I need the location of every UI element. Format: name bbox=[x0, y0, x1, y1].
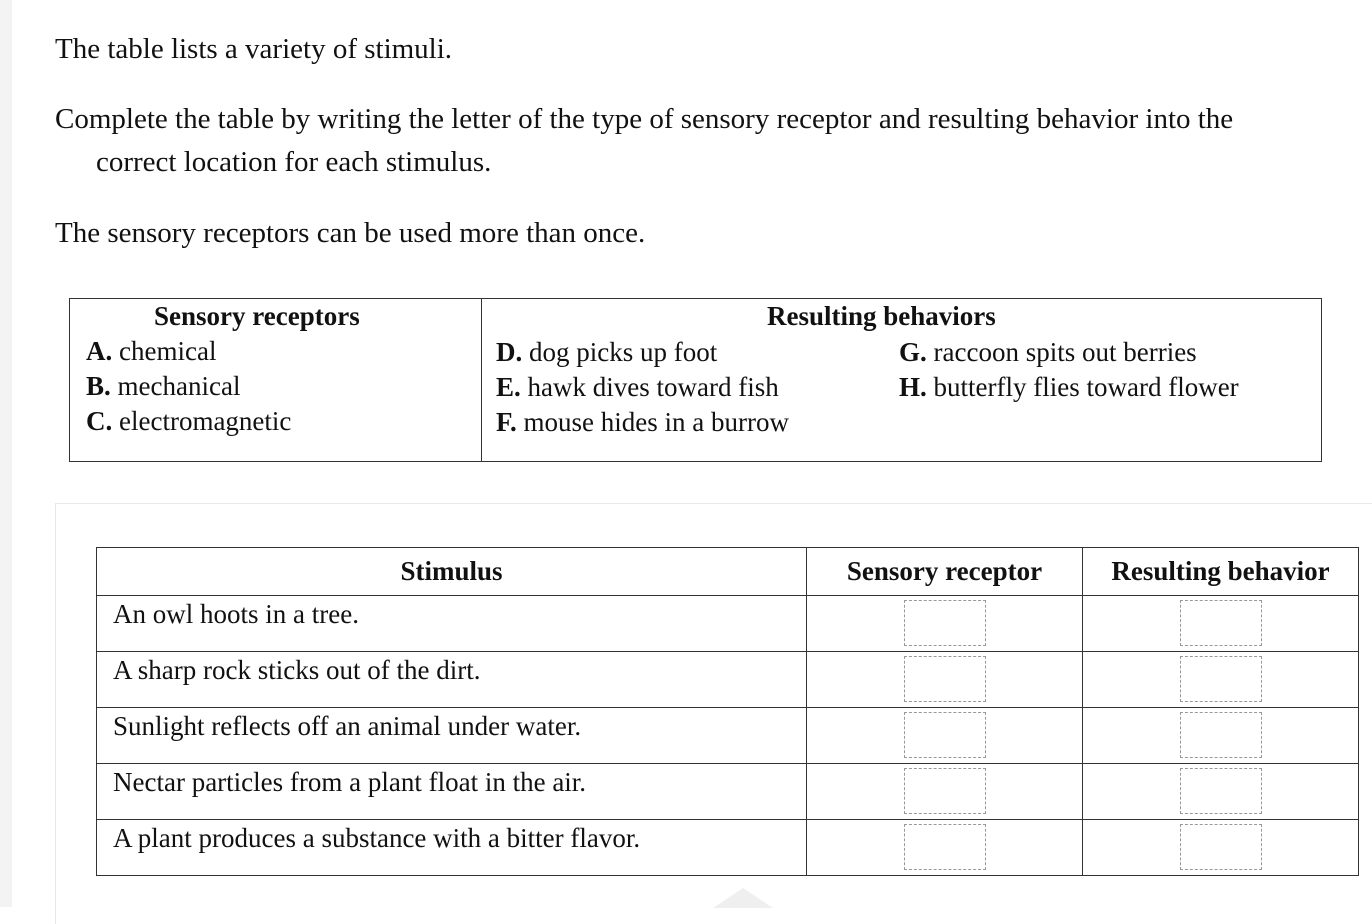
receptor-drop-zone[interactable] bbox=[904, 712, 986, 758]
stimulus-cell: A plant produces a substance with a bitter flavor. bbox=[97, 820, 807, 876]
receptors-header: Sensory receptors bbox=[154, 301, 360, 331]
stimulus-cell: A sharp rock sticks out of the dirt. bbox=[97, 652, 807, 708]
table-row bbox=[97, 596, 1359, 652]
receptor-cell bbox=[807, 820, 1083, 876]
receptor-cell bbox=[807, 652, 1083, 708]
stimulus-cell: Sunlight reflects off an animal under water. bbox=[97, 708, 807, 764]
behavior-option bbox=[899, 337, 1197, 368]
behavior-option bbox=[496, 407, 789, 438]
behavior-text: butterfly flies toward flower bbox=[933, 372, 1239, 402]
receptor-option bbox=[86, 336, 216, 367]
instruction-2-line-b: correct location for each stimulus. bbox=[96, 146, 492, 178]
behavior-text: mouse hides in a burrow bbox=[523, 407, 789, 437]
behavior-option bbox=[496, 372, 779, 403]
receptor-drop-zone[interactable] bbox=[904, 824, 986, 870]
behavior-text: raccoon spits out berries bbox=[933, 337, 1197, 367]
behavior-cell bbox=[1083, 596, 1359, 652]
behavior-option bbox=[496, 337, 717, 368]
table-row bbox=[97, 652, 1359, 708]
table-row bbox=[97, 764, 1359, 820]
instruction-1: The table lists a variety of stimuli. bbox=[55, 33, 453, 65]
behaviors-header: Resulting behaviors bbox=[767, 301, 996, 331]
answer-table-header bbox=[97, 548, 1359, 596]
receptor-drop-zone[interactable] bbox=[904, 656, 986, 702]
receptor-letter: C. bbox=[86, 406, 113, 436]
stimulus-header: Stimulus bbox=[97, 548, 807, 596]
behavior-cell bbox=[1083, 820, 1359, 876]
behavior-drop-zone[interactable] bbox=[1180, 712, 1262, 758]
table-row bbox=[97, 820, 1359, 876]
left-gutter bbox=[0, 0, 12, 907]
behavior-drop-zone[interactable] bbox=[1180, 824, 1262, 870]
receptor-cell bbox=[807, 708, 1083, 764]
behavior-cell bbox=[1083, 652, 1359, 708]
behavior-option bbox=[899, 372, 1239, 403]
instruction-2 bbox=[55, 98, 1233, 184]
receptor-drop-zone[interactable] bbox=[904, 600, 986, 646]
behavior-cell bbox=[1083, 708, 1359, 764]
receptor-letter: A. bbox=[86, 336, 113, 366]
behavior-text: dog picks up foot bbox=[529, 337, 718, 367]
behavior-cell bbox=[1083, 764, 1359, 820]
resulting-behavior-header: Resulting behavior bbox=[1083, 548, 1359, 596]
behavior-drop-zone[interactable] bbox=[1180, 768, 1262, 814]
behavior-letter: H. bbox=[899, 372, 927, 402]
panel-notch bbox=[713, 888, 773, 908]
receptor-cell bbox=[807, 764, 1083, 820]
behavior-letter: F. bbox=[496, 407, 517, 437]
receptor-drop-zone[interactable] bbox=[904, 768, 986, 814]
behavior-letter: E. bbox=[496, 372, 521, 402]
behavior-drop-zone[interactable] bbox=[1180, 656, 1262, 702]
stimulus-cell: An owl hoots in a tree. bbox=[97, 596, 807, 652]
table-row bbox=[97, 708, 1359, 764]
key-divider bbox=[481, 299, 482, 461]
behavior-drop-zone[interactable] bbox=[1180, 600, 1262, 646]
receptor-option bbox=[86, 371, 240, 402]
stimulus-cell: Nectar particles from a plant float in the air. bbox=[97, 764, 807, 820]
receptor-text: electromagnetic bbox=[119, 406, 292, 436]
instruction-3: The sensory receptors can be used more than once. bbox=[55, 217, 646, 249]
receptor-letter: B. bbox=[86, 371, 111, 401]
receptor-text: chemical bbox=[119, 336, 217, 366]
receptor-option bbox=[86, 406, 291, 437]
sensory-receptor-header: Sensory receptor bbox=[807, 548, 1083, 596]
receptor-cell bbox=[807, 596, 1083, 652]
key-table bbox=[69, 298, 1322, 462]
behavior-letter: D. bbox=[496, 337, 523, 367]
instruction-2-line-a: Complete the table by writing the letter of the type of sensory receptor and resulting behavior into the bbox=[55, 103, 1234, 135]
behavior-letter: G. bbox=[899, 337, 927, 367]
answer-table bbox=[96, 547, 1359, 876]
receptor-text: mechanical bbox=[117, 371, 241, 401]
behavior-text: hawk dives toward fish bbox=[527, 372, 779, 402]
